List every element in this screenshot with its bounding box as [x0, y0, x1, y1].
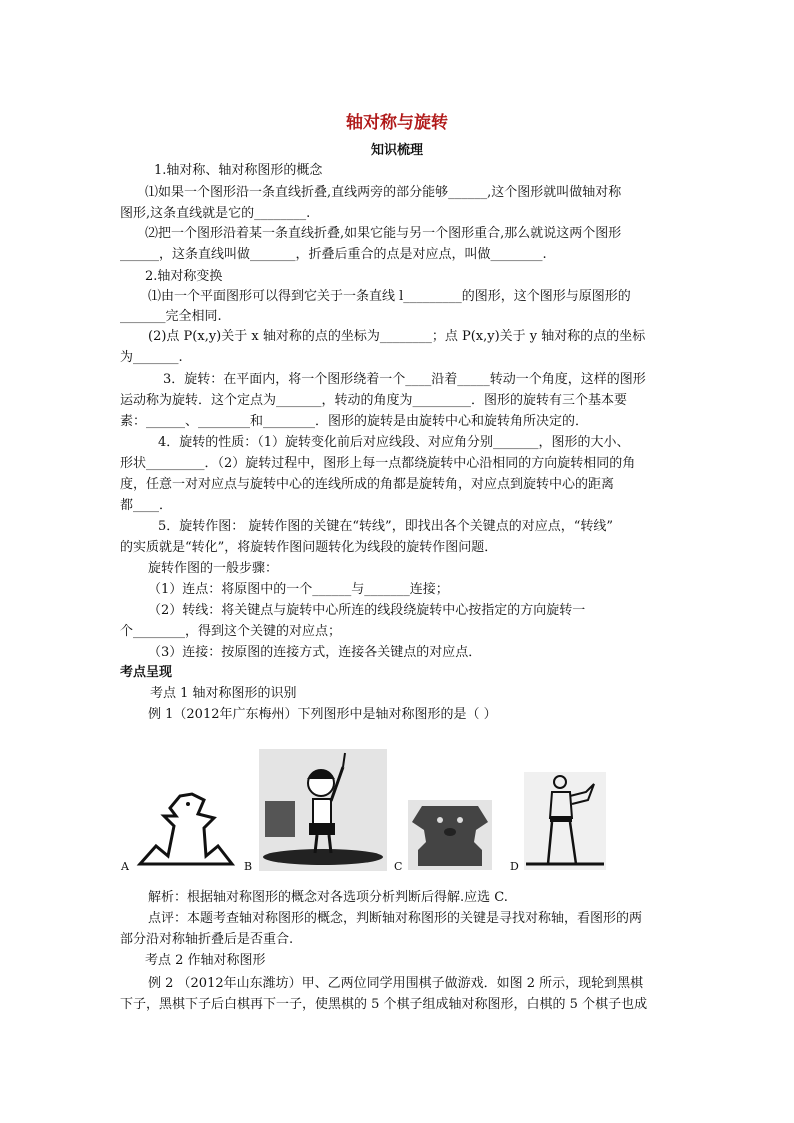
text-line: 5．旋转作图： 旋转作图的关键在“转线”，即找出各个关键点的对应点，“转线” — [158, 519, 613, 534]
text-line: 都____． — [120, 498, 173, 513]
text-line: （1）连点：将原图中的一个______与_______连接； — [148, 582, 449, 597]
text-line: 形状_________．（2）旋转过程中，图形上每一点都绕旋转中心沿相同的方向旋转相同的角 — [120, 456, 636, 471]
figure-c — [408, 800, 492, 870]
text-line: ⑵把一个图形沿着某一条直线折叠,如果它能与另一个图形重合,那么就说这两个图形 — [145, 226, 622, 241]
text-line: 考点 2 作轴对称图形 — [145, 953, 266, 968]
figure-label-b: B — [244, 860, 253, 873]
text-line: 点评：本题考查轴对称图形的概念，判断轴对称图形的关键是寻找对称轴，看图形的两 — [148, 911, 643, 926]
figure-a — [134, 790, 238, 870]
text-line: 为_______. — [120, 350, 183, 365]
section-subtitle: 知识梳理 — [370, 143, 423, 158]
section-heading: 考点呈现 — [120, 665, 173, 680]
text-line: ______，这条直线叫做_______，折叠后重合的点是对应点，叫做________. — [120, 247, 547, 262]
text-line: 度，任意一对对应点与旋转中心的连线所成的角都是旋转角，对应点到旋转中心的距离 — [120, 477, 615, 492]
text-line: 部分沿对称轴折叠后是否重合. — [120, 932, 294, 947]
text-line: 考点 1 轴对称图形的识别 — [150, 686, 297, 701]
text-line: 素：______、________和________．图形的旋转是由旋转中心和旋转角所决定的． — [120, 414, 589, 429]
text-line: 4．旋转的性质：（1）旋转变化前后对应线段、对应角分别_______，图形的大小、 — [158, 435, 630, 450]
document-title: 轴对称与旋转 — [346, 113, 448, 133]
text-line: （2）转线：将关键点与旋转中心所连的线段绕旋转中心按指定的方向旋转一 — [148, 603, 586, 618]
text-line: 1.轴对称、轴对称图形的概念 — [154, 163, 323, 178]
text-line: 下子，黑棋下子后白棋再下一子，使黑棋的 5 个棋子组成轴对称图形，白棋的 5 个棋子也成 — [120, 997, 648, 1012]
example-line: 例 1（2012年广东梅州）下列图形中是轴对称图形的是（ ） — [148, 707, 497, 722]
text-line: ⑴由一个平面图形可以得到它关于一条直线 l_________的图形，这个图形与原图形的 — [148, 289, 631, 304]
text-line: 个________，得到这个关键的对应点； — [120, 624, 342, 639]
figure-d — [524, 772, 606, 870]
text-line: 的实质就是“转化”，将旋转作图问题转化为线段的旋转作图问题． — [120, 540, 498, 555]
text-line: 3．旋转：在平面内，将一个图形绕着一个____沿着_____转动一个角度，这样的图形 — [163, 372, 646, 387]
text-line: 旋转作图的一般步骤： — [148, 561, 279, 576]
text-line: (2)点 P(x,y)关于 x 轴对称的点的坐标为________；点 P(x,y)关于 y 轴对称的点的坐标 — [148, 329, 646, 344]
text-line: 运动称为旋转．这个定点为_______，转动的角度为_________．图形的旋转有三个基本要 — [120, 393, 628, 408]
text-line: 解析：根据轴对称图形的概念对各选项分析判断后得解.应选 C. — [148, 890, 508, 905]
example-line: 例 2 （2012年山东潍坊）甲、乙两位同学用围棋子做游戏．如图 2 所示，现轮到黑棋 — [148, 976, 644, 991]
figure-label-c: C — [394, 860, 403, 873]
figure-b — [259, 749, 387, 871]
text-line: 2.轴对称变换 — [145, 269, 223, 284]
text-line: （3）连接：按原图的连接方式，连接各关键点的对应点． — [148, 645, 482, 660]
text-line: 图形,这条直线就是它的________. — [120, 206, 311, 221]
text-line: _______完全相同. — [120, 309, 222, 324]
text-line: ⑴如果一个图形沿一条直线折叠,直线两旁的部分能够______,这个图形就叫做轴对称 — [145, 185, 622, 200]
figure-label-a: A — [121, 860, 129, 873]
figure-label-d: D — [510, 860, 519, 873]
